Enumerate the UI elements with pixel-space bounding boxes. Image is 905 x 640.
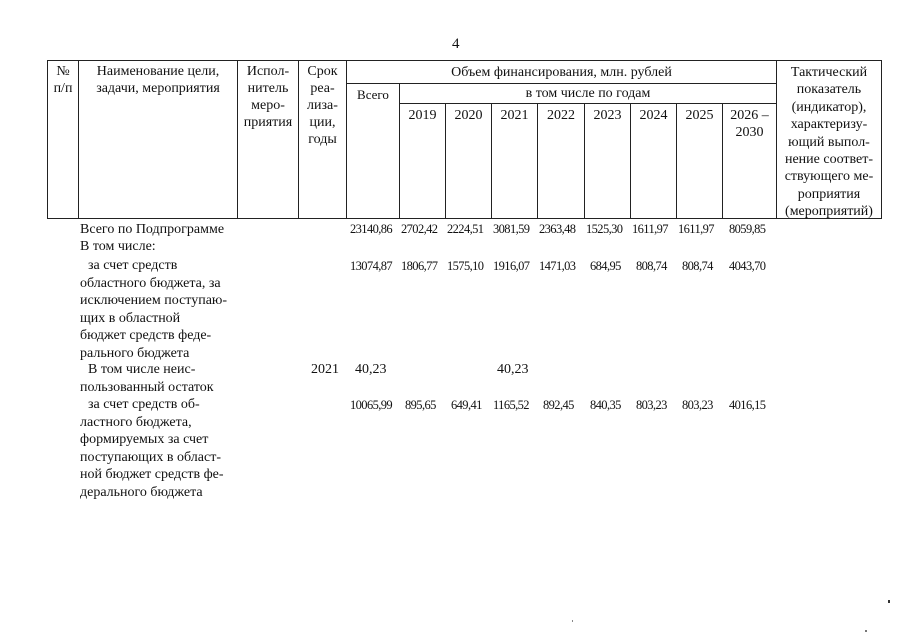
cell-2026-2030: 4043,70 <box>729 259 766 273</box>
page-number: 4 <box>452 36 460 52</box>
header-year-2024: 2024 <box>639 108 668 123</box>
row-incl-label: В том числе: <box>80 239 156 254</box>
cell-2019: 1806,77 <box>401 259 438 273</box>
cell-unused-2021: 40,23 <box>497 362 529 377</box>
header-year-2025: 2025 <box>685 108 714 123</box>
header-indicator: Тактический показатель (индикатор), характеризу- ющий выпол- нение соответ- ствующего ме- роприятия (мероприятий) <box>784 65 874 220</box>
cell-2026-2030: 8059,85 <box>729 222 766 236</box>
cell-2024: 808,74 <box>636 259 667 273</box>
header-year-2026-2030: 2026 – 2030 <box>730 108 769 140</box>
header-year-2023: 2023 <box>593 108 622 123</box>
cell-total: 13074,87 <box>350 259 393 273</box>
header-executor: Испол- нитель меро- приятия <box>243 64 293 130</box>
cell-2023: 1525,30 <box>586 222 623 236</box>
cell-2024: 1611,97 <box>632 222 668 236</box>
cell-unused-total: 40,23 <box>355 362 387 377</box>
cell-2019: 895,65 <box>405 398 436 412</box>
cell-2021: 3081,59 <box>493 222 530 236</box>
cell-2023: 840,35 <box>590 398 621 412</box>
header-funding: Объем финансирования, млн. рублей <box>451 65 672 80</box>
cell-2019: 2702,42 <box>401 222 438 236</box>
row-total-label: Всего по Подпрограмме <box>80 222 225 237</box>
cell-2022: 1471,03 <box>539 259 576 273</box>
cell-2026-2030: 4016,15 <box>729 398 766 412</box>
header-term: Срок реа- лиза- ции, годы <box>307 64 338 147</box>
scan-speck <box>888 600 890 603</box>
scan-speck <box>572 620 573 622</box>
header-year-2022: 2022 <box>547 108 575 123</box>
row-unused-label: В том числе неис- пользованный остаток <box>80 362 214 395</box>
header-total: Всего <box>357 87 389 102</box>
cell-2023: 684,95 <box>590 259 621 273</box>
cell-term: 2021 <box>311 362 339 377</box>
cell-2021: 1916,07 <box>493 259 530 273</box>
header-by-year: в том числе по годам <box>525 86 651 101</box>
header-year-2020: 2020 <box>454 108 483 123</box>
header-year-2021: 2021 <box>500 108 529 123</box>
cell-2020: 1575,10 <box>447 259 484 273</box>
cell-total: 23140,86 <box>350 222 393 236</box>
scan-speck <box>865 630 867 632</box>
cell-2025: 803,23 <box>682 398 713 412</box>
row-federal-label: за счет средств об- ластного бюджета, формируемых за счет поступающих в област- ной бюджет средств фе- дерального бюджета <box>80 397 224 500</box>
cell-2022: 2363,48 <box>539 222 576 236</box>
cell-2025: 1611,97 <box>678 222 714 236</box>
cell-2021: 1165,52 <box>493 398 529 412</box>
header-year-2019: 2019 <box>408 108 437 123</box>
cell-2025: 808,74 <box>682 259 713 273</box>
header-name: Наименование цели, задачи, мероприятия <box>96 64 220 96</box>
cell-total: 10065,99 <box>350 398 393 412</box>
cell-2022: 892,45 <box>543 398 574 412</box>
row-regional-label: за счет средств областного бюджета, за исключением поступаю- щих в областной бюджет средств феде- рального бюджета <box>80 258 228 361</box>
cell-2024: 803,23 <box>636 398 667 412</box>
cell-2020: 649,41 <box>451 398 482 412</box>
header-number: № п/п <box>53 64 73 96</box>
cell-2020: 2224,51 <box>447 222 484 236</box>
